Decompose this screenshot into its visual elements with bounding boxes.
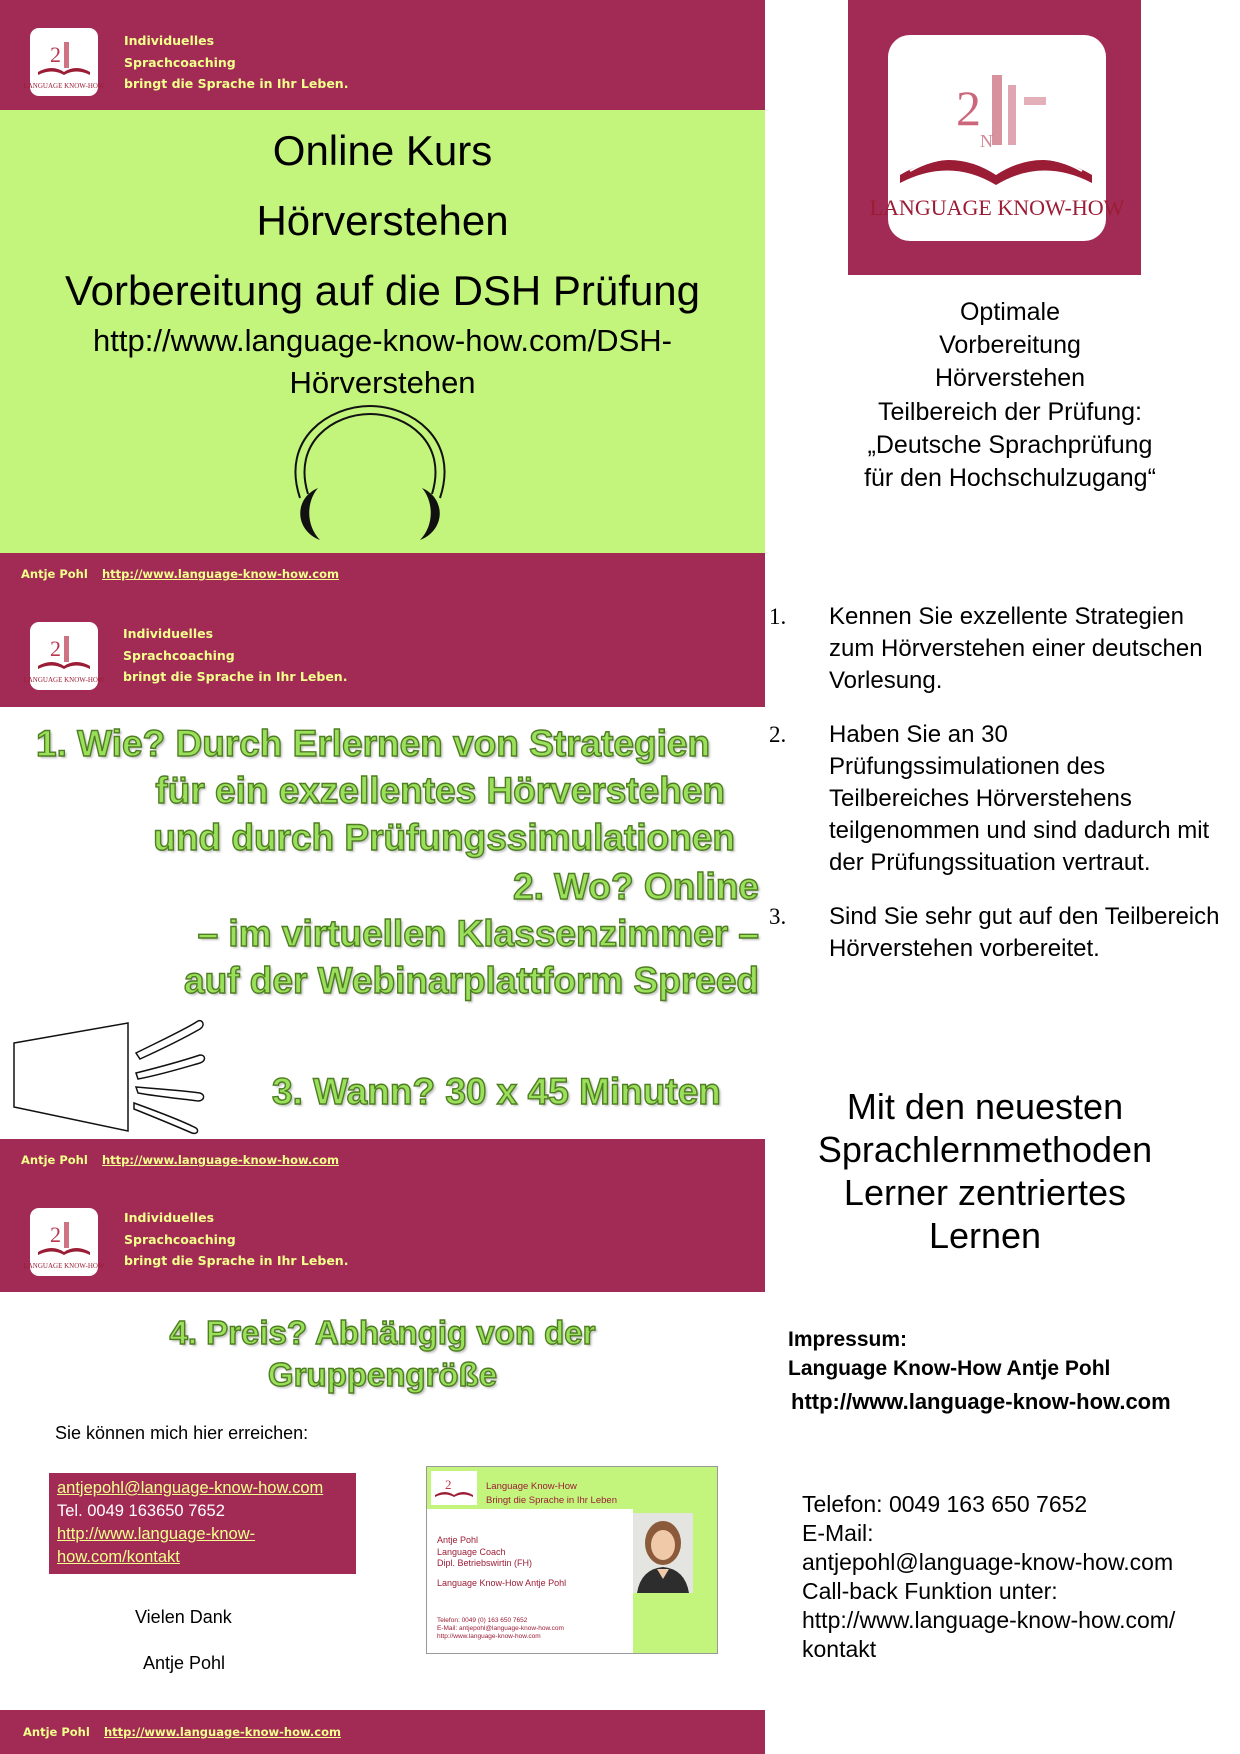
slide3-footer: [0, 1710, 765, 1754]
benefit-text: Kennen Sie exzellente Strategien zum Hörverstehen einer deutschen Vorlesung.: [829, 603, 1203, 694]
portrait-photo: [633, 1513, 693, 1593]
book-logo-icon: [23, 622, 105, 690]
reach-label: Sie können mich hier erreichen:: [55, 1423, 309, 1443]
footer-link[interactable]: http://www.language-know-how.com: [102, 567, 339, 581]
book-logo-icon: [869, 35, 1125, 241]
benefit-number: 1.: [769, 604, 787, 629]
signature-name: Antje Pohl: [143, 1653, 226, 1673]
slide1-header-band: [0, 0, 765, 110]
card-email: E-Mail: antjepohl@language-know-how.com: [437, 1625, 564, 1632]
benefit-text: Haben Sie an 30 Prüfungssimulationen des Teilbereiches Hörverstehens teilgenommen und sind dadurch mit der Prüfungssituation vertraut.: [829, 721, 1210, 876]
contact-phone: Tel. 0049 163650 7652: [57, 1502, 225, 1520]
impressum-company: Language Know-How Antje Pohl: [788, 1357, 1111, 1380]
card-degree: Dipl. Betriebswirtin (FH): [437, 1558, 533, 1568]
contact-url[interactable]: http://www.language-know-: [57, 1525, 256, 1543]
tagline-line: Sprachcoaching: [124, 54, 236, 70]
card-url: http://www.language-know-how.com: [437, 1633, 541, 1640]
contact-email[interactable]: antjepohl@language-know-how.com: [57, 1479, 324, 1497]
slide1-content: [0, 110, 765, 553]
svg-text:2: 2: [50, 42, 61, 67]
method-line: Sprachlernmethoden: [817, 1129, 1153, 1170]
headphones-icon: [270, 398, 470, 548]
benefit-item: [769, 719, 1234, 879]
tagline-line: Sprachcoaching: [123, 647, 235, 663]
brand-tagline: [124, 1207, 348, 1272]
benefit-number: 3.: [769, 904, 787, 929]
svg-text:2: 2: [50, 1222, 61, 1247]
url-line: http://www.language-know-how.com/DSH-: [93, 323, 672, 358]
method-line: Mit den neuesten: [846, 1086, 1124, 1127]
detail-line: für ein exzellentes Hörverstehen: [155, 770, 725, 811]
slide2-footer: [0, 1139, 765, 1181]
logo-wordmark: LANGUAGE KNOW-HOW: [869, 195, 1125, 220]
exam-description: [860, 396, 1160, 495]
method-line: Lerner zentriertes: [843, 1172, 1127, 1213]
contact-line: E-Mail:: [802, 1520, 874, 1546]
slide2-header-band: [0, 595, 765, 707]
business-card: [426, 1466, 718, 1654]
benefit-item: [769, 601, 1234, 697]
price-line: Gruppengröße: [267, 1356, 498, 1393]
thanks-text: Vielen Dank: [135, 1607, 232, 1627]
heading-line: Optimale Vorbereitung: [939, 298, 1081, 359]
svg-text:2: 2: [445, 1477, 452, 1492]
method-line: Lernen: [928, 1215, 1042, 1256]
detail-line: und durch Prüfungssimulationen: [153, 817, 735, 858]
tagline-line: Individuelles: [124, 1210, 215, 1225]
contact-line[interactable]: kontakt: [802, 1636, 877, 1662]
tagline-line: bringt die Sprache in Ihr Leben.: [124, 1253, 349, 1268]
brand-logo: [23, 28, 105, 96]
card-role: Language Coach: [437, 1546, 506, 1557]
brand-tagline: [124, 30, 348, 95]
contact-box: [49, 1473, 356, 1574]
book-logo-icon: [23, 1208, 105, 1276]
card-name: Antje Pohl: [437, 1535, 479, 1545]
book-logo-icon: [431, 1471, 477, 1505]
svg-text:2: 2: [50, 636, 61, 661]
card-company: Language Know-How Antje Pohl: [437, 1577, 567, 1588]
benefit-text: Sind Sie sehr gut auf den Teilbereich Hörverstehen vorbereitet.: [829, 903, 1220, 962]
impressum-label: Impressum:: [788, 1328, 908, 1351]
title-line: Online Kurs: [272, 127, 493, 174]
large-logo: [869, 35, 1125, 241]
contact-url[interactable]: how.com/kontakt: [57, 1548, 180, 1566]
right-heading: [890, 296, 1130, 395]
card-brand: [486, 1480, 617, 1508]
tagline-line: Sprachcoaching: [124, 1231, 236, 1247]
person-photo-icon: [633, 1513, 693, 1593]
url-line: Hörverstehen: [289, 365, 476, 400]
megaphone-icon: [10, 1015, 210, 1135]
svg-text:2: 2: [956, 80, 981, 136]
footer-author: Antje Pohl: [21, 567, 88, 581]
exam-line: Teilbereich der Prüfung:: [877, 398, 1143, 426]
slide3-header-band: [0, 1181, 765, 1292]
book-logo-icon: [23, 28, 105, 96]
course-details: [0, 720, 765, 1004]
course-url: [0, 320, 765, 404]
exam-line: für den Hochschulzugang“: [864, 464, 1156, 492]
contact-line: Call-back Funktion unter:: [802, 1578, 1058, 1604]
tagline-line: Individuelles: [124, 33, 215, 48]
method-statement: [790, 1085, 1180, 1257]
svg-text:LANGUAGE KNOW-HOW: LANGUAGE KNOW-HOW: [23, 676, 105, 684]
footer-link[interactable]: http://www.language-know-how.com: [102, 1153, 339, 1167]
brand-tagline: [123, 623, 347, 688]
detail-line: 1. Wie? Durch Erlernen von Strategien: [36, 723, 711, 764]
contact-line[interactable]: antjepohl@language-know-how.com: [802, 1549, 1174, 1575]
footer-author: Antje Pohl: [21, 1153, 88, 1167]
tagline-line: bringt die Sprache in Ihr Leben.: [123, 669, 348, 684]
tagline-line: bringt die Sprache in Ihr Leben.: [124, 76, 349, 91]
impressum-url[interactable]: http://www.language-know-how.com: [791, 1389, 1171, 1414]
footer-link[interactable]: http://www.language-know-how.com: [104, 1725, 341, 1739]
tagline-line: Individuelles: [123, 626, 214, 641]
card-tel: Telefon: 0049 (0) 163 650 7652: [437, 1617, 528, 1624]
title-line: Vorbereitung auf die DSH Prüfung: [64, 267, 701, 314]
benefit-item: [769, 901, 1234, 965]
heading-line: Hörverstehen: [934, 364, 1086, 392]
course-title: [0, 116, 765, 326]
detail-line: auf der Webinarplattform Spreed: [184, 960, 759, 1001]
svg-text:LANGUAGE KNOW-HOW: LANGUAGE KNOW-HOW: [23, 82, 105, 90]
contact-line: Telefon: 0049 163 650 7652: [802, 1491, 1088, 1517]
card-logo: [431, 1471, 477, 1505]
card-slogan: Bringt die Sprache in Ihr Leben: [486, 1495, 617, 1506]
detail-line: – im virtuellen Klassenzimmer –: [197, 913, 759, 954]
card-contact: [437, 1617, 564, 1641]
price-line: 4. Preis? Abhängig von der: [169, 1314, 596, 1351]
detail-line: 2. Wo? Online: [513, 866, 759, 907]
slide1-footer: [0, 553, 765, 595]
benefit-number: 2.: [769, 722, 787, 747]
brand-logo: [23, 622, 105, 690]
card-person: [437, 1535, 566, 1589]
footer-author: Antje Pohl: [23, 1725, 90, 1739]
benefits-list: [769, 601, 1234, 987]
contact-line[interactable]: http://www.language-know-how.com/: [802, 1607, 1176, 1633]
price-info: [0, 1312, 765, 1396]
card-brand-name: Language Know-How: [486, 1481, 577, 1492]
brand-logo: [23, 1208, 105, 1276]
title-line: Hörverstehen: [256, 197, 509, 244]
exam-line: „Deutsche Sprachprüfung: [867, 431, 1153, 459]
svg-text:N: N: [980, 131, 993, 151]
impressum-contact: [802, 1490, 1175, 1664]
impressum-heading: [788, 1325, 1110, 1383]
course-duration: 3. Wann? 30 x 45 Minuten: [272, 1071, 721, 1112]
large-logo-frame: [848, 0, 1141, 275]
svg-text:LANGUAGE KNOW-HOW: LANGUAGE KNOW-HOW: [23, 1262, 105, 1270]
